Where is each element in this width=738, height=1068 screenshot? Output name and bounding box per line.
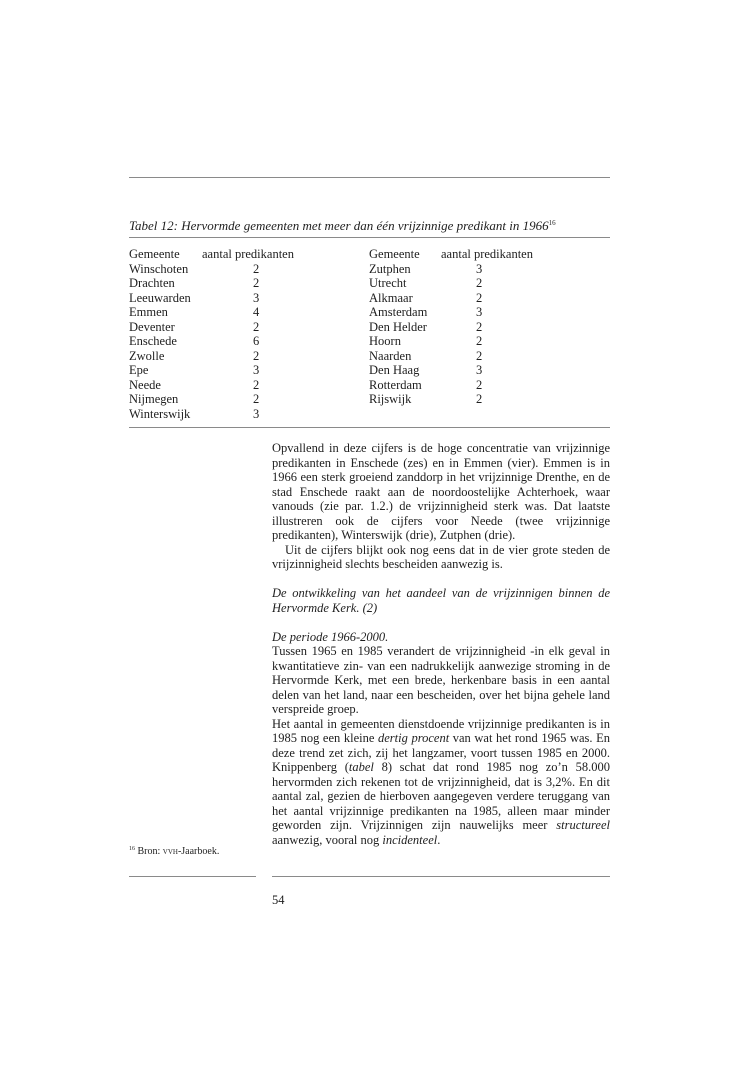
gemeente-cell: Neede [129, 377, 161, 392]
header-gemeente: Gemeente [369, 247, 420, 261]
paragraph: Opvallend in deze cijfers is de hoge concentratie van vrijzinnige predikanten in Enschede (zes) en in Emmen (vier). Emmen is in 1966 een sterk groeiend zanddorp in het vrijzinnige Drenthe, en de stad Enschede raakt aan de noordoostelijke Achterhoek, waar vanouds (zie par. 1.2.) de vrijzinnigheid sterk was. Dat laatste illustreren ook de cijfers voor Neede (twee vrijzinnige predikanten), Winterswijk (drie), Zutphen (drie). [272, 441, 610, 542]
table-left-column [129, 247, 349, 421]
table-row [129, 320, 349, 335]
aantal-cell: 3 [476, 363, 483, 377]
gemeente-cell: Rotterdam [369, 377, 422, 392]
table-row [129, 392, 349, 407]
table-row [369, 349, 589, 364]
aantal-cell: 2 [476, 334, 483, 348]
footer-rule [272, 876, 610, 877]
table-header-row [129, 247, 349, 262]
table-row [369, 378, 589, 393]
aantal-cell: 2 [253, 319, 260, 334]
aantal-cell: 2 [476, 290, 483, 305]
gemeente-cell: Zutphen [369, 261, 411, 276]
aantal-cell: 2 [253, 261, 260, 276]
section-heading: De ontwikkeling van het aandeel van de vrijzinnigen binnen de Hervormde Kerk. (2) [272, 586, 610, 615]
gemeente-cell: Drachten [129, 276, 175, 290]
gemeente-cell: Nijmegen [129, 392, 179, 406]
table-row [369, 392, 589, 407]
table-row [129, 291, 349, 306]
table-right-column [369, 247, 589, 407]
aantal-cell: 3 [253, 363, 260, 377]
gemeente-cell: Deventer [129, 319, 175, 334]
paragraph: Uit de cijfers blijkt ook nog eens dat in de vier grote steden de vrijzinnigheid slechts bescheiden aanwezig is. [272, 542, 610, 571]
header-aantal: aantal predikanten [202, 247, 294, 261]
gemeente-cell: Den Haag [369, 363, 420, 377]
header-aantal: aantal predikanten [441, 247, 533, 261]
gemeente-cell: Hoorn [369, 334, 401, 348]
footnote-ref: 16 [548, 219, 556, 227]
gemeente-cell: Naarden [369, 348, 412, 363]
aantal-cell: 2 [476, 348, 483, 363]
aantal-cell: 2 [476, 392, 483, 406]
gemeente-cell: Winschoten [129, 261, 189, 276]
gemeente-cell: Leeuwarden [129, 290, 191, 305]
table-row [369, 276, 589, 291]
footnote-number: 16 [129, 846, 135, 852]
table-row [129, 407, 349, 422]
aantal-cell: 3 [253, 406, 260, 421]
gemeente-cell: Amsterdam [369, 305, 428, 319]
aantal-cell: 3 [253, 290, 260, 305]
table-caption: Tabel 12: Hervormde gemeenten met meer dan één vrijzinnige predikant in 1966$^{16}$ [129, 218, 556, 233]
table-bottom-rule [129, 427, 610, 428]
gemeente-cell: Emmen [129, 305, 168, 319]
gemeente-cell: Winterswijk [129, 406, 191, 421]
table-row [129, 363, 349, 378]
gemeente-cell: Enschede [129, 334, 177, 348]
paragraph: Het aantal in gemeenten dienstdoende vrijzinnige predikanten is in 1985 nog een kleine dertig procent van wat het rond 1965 was. En deze trend zet zich, zij het langzamer, voort tussen 1985 en 2000. Knippenberg (tabel 8) schat dat rond 1985 nog zo’n 58.000 hervormden zich rekenen tot de vrijzinnigheid, dat is 3,2%. En dit aantal zal, gezien de hierboven aangegeven verdere teruggang van het aantal vrijzinnige predikanten na 1985, alleen maar minder geworden zijn. Vrijzinnigen zijn nauwelijks meer structureel aanwezig, vooral nog incidenteel. [272, 716, 611, 847]
caption-rule [129, 237, 610, 238]
header-gemeente: Gemeente [129, 247, 180, 261]
footnote: $^{16}$ Bron: vvh-Jaarboek. [129, 846, 220, 857]
table-row [369, 363, 589, 378]
aantal-cell: 2 [476, 319, 483, 334]
gemeente-cell: Rijswijk [369, 392, 412, 406]
table-row [369, 262, 589, 277]
table-header-row [369, 247, 589, 262]
aantal-cell: 2 [476, 377, 483, 392]
table-row [129, 349, 349, 364]
page-number: 54 [272, 893, 285, 907]
table-row [369, 291, 589, 306]
table-row [369, 334, 589, 349]
aantal-cell: 2 [253, 377, 260, 392]
aantal-cell: 3 [476, 305, 483, 319]
subheading: De periode 1966-2000. [272, 629, 389, 644]
table-row [129, 276, 349, 291]
paragraph: Tussen 1965 en 1985 verandert de vrijzinnigheid -in elk geval in kwantitatieve zin- van een nadrukkelijk aanwezige stroming in de Hervormde Kerk, met een brede, herkenbare basis in een aantal delen van het land, naar een bescheiden, over het bijna gehele land verspreide groep. [272, 644, 610, 716]
table-row [129, 378, 349, 393]
table-row [129, 334, 349, 349]
table-row [129, 305, 349, 320]
top-rule [129, 177, 610, 178]
aantal-cell: 4 [253, 305, 260, 319]
gemeente-cell: Den Helder [369, 319, 427, 334]
table-row [369, 320, 589, 335]
table-row [369, 305, 589, 320]
aantal-cell: 2 [253, 276, 260, 290]
aantal-cell: 3 [476, 261, 483, 276]
footnote-rule [129, 876, 256, 877]
aantal-cell: 2 [253, 392, 260, 406]
gemeente-cell: Alkmaar [369, 290, 413, 305]
gemeente-cell: Epe [129, 363, 149, 377]
table-row [129, 262, 349, 277]
gemeente-cell: Zwolle [129, 348, 165, 363]
body-text [272, 441, 610, 847]
aantal-cell: 2 [253, 348, 260, 363]
gemeente-cell: Utrecht [369, 276, 407, 290]
aantal-cell: 2 [476, 276, 483, 290]
aantal-cell: 6 [253, 334, 260, 348]
